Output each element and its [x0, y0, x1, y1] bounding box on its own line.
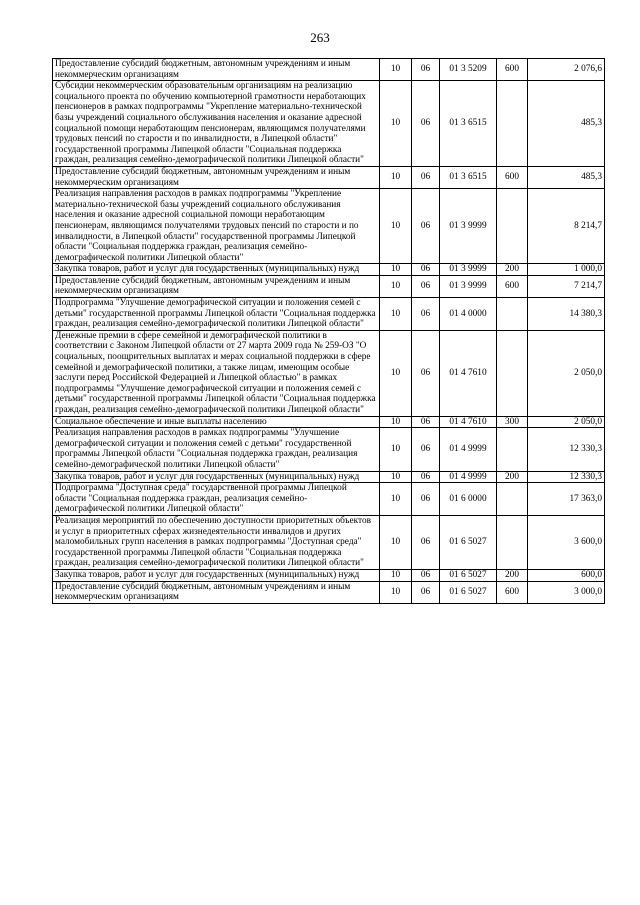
page-number: 263	[310, 30, 330, 45]
row-description: Предоставление субсидий бюджетным, автономным учреждениям и иным некоммерческим организациям	[53, 166, 380, 188]
row-podrazdel: 06	[412, 483, 440, 516]
row-razdel: 10	[380, 483, 412, 516]
row-expense-type	[497, 330, 528, 416]
row-expense-type: 200	[497, 569, 528, 581]
table-row	[53, 298, 605, 331]
row-target-article: 01 6 5027	[440, 581, 497, 603]
row-razdel: 10	[380, 275, 412, 297]
row-expense-type	[497, 428, 528, 471]
row-podrazdel: 06	[412, 581, 440, 603]
row-podrazdel: 06	[412, 189, 440, 264]
row-description: Предоставление субсидий бюджетным, автономным учреждениям и иным некоммерческим организациям	[53, 59, 380, 81]
table-row	[53, 569, 605, 581]
table-row	[53, 81, 605, 167]
row-razdel: 10	[380, 471, 412, 483]
row-expense-type	[497, 189, 528, 264]
row-target-article: 01 3 5209	[440, 59, 497, 81]
table-row	[53, 581, 605, 603]
row-description: Предоставление субсидий бюджетным, автономным учреждениям и иным некоммерческим организациям	[53, 275, 380, 297]
row-razdel: 10	[380, 569, 412, 581]
row-target-article: 01 3 6515	[440, 166, 497, 188]
row-razdel: 10	[380, 59, 412, 81]
row-razdel: 10	[380, 189, 412, 264]
row-amount: 2 050,0	[528, 330, 605, 416]
table-row	[53, 59, 605, 81]
row-target-article: 01 3 6515	[440, 81, 497, 167]
row-target-article: 01 6 5027	[440, 569, 497, 581]
row-target-article: 01 6 0000	[440, 483, 497, 516]
row-podrazdel: 06	[412, 81, 440, 167]
row-description: Реализация направления расходов в рамках подпрограммы "Улучшение демографической ситуации и положения семей с детьми" государственной программы Липецкой области "Социальная поддержка граждан, реализация семейно-демографической политики Липецкой области"	[53, 428, 380, 471]
row-podrazdel: 06	[412, 416, 440, 428]
table-row	[53, 275, 605, 297]
row-razdel: 10	[380, 166, 412, 188]
row-expense-type: 600	[497, 59, 528, 81]
row-amount: 12 330,3	[528, 471, 605, 483]
row-expense-type: 600	[497, 166, 528, 188]
row-description: Предоставление субсидий бюджетным, автономным учреждениям и иным некоммерческим организациям	[53, 581, 380, 603]
row-podrazdel: 06	[412, 569, 440, 581]
row-podrazdel: 06	[412, 166, 440, 188]
row-amount: 3 600,0	[528, 515, 605, 569]
table-row	[53, 416, 605, 428]
row-description: Реализация мероприятий по обеспечению доступности приоритетных объектов и услуг в приоритетных сферах жизнедеятельности инвалидов и других маломобильных групп населения в рамках подпрограммы "Доступная среда" государственной программы Липецкой области "Социальная поддержка граждан, реализация семейно-демографической политики Липецкой области"	[53, 515, 380, 569]
row-amount: 7 214,7	[528, 275, 605, 297]
row-amount: 8 214,7	[528, 189, 605, 264]
budget-table	[52, 58, 605, 604]
row-razdel: 10	[380, 298, 412, 331]
row-expense-type: 200	[497, 264, 528, 276]
row-expense-type: 200	[497, 471, 528, 483]
row-expense-type	[497, 298, 528, 331]
row-podrazdel: 06	[412, 264, 440, 276]
row-description: Денежные премии в сфере семейной и демографической политики в соответствии с Законом Липецкой области от 27 марта 2009 года № 259-ОЗ "О социальных, поощрительных выплатах и мерах социальной поддержки в сфере семейной и демографической политики, а также лицам, имеющим особые заслуги перед Российской Федерацией и Липецкой областью" в рамках подпрограммы "Улучшение демографической ситуации и положения семей с детьми" государственной программы Липецкой области "Социальная поддержка граждан, реализация семейно-демографической политики Липецкой области"	[53, 330, 380, 416]
row-podrazdel: 06	[412, 471, 440, 483]
table-row	[53, 264, 605, 276]
row-description: Закупка товаров, работ и услуг для государственных (муниципальных) нужд	[53, 569, 380, 581]
row-amount: 17 363,0	[528, 483, 605, 516]
row-podrazdel: 06	[412, 298, 440, 331]
row-target-article: 01 3 9999	[440, 275, 497, 297]
row-description: Подпрограмма "Улучшение демографической ситуации и положения семей с детьми" государственной программы Липецкой области "Социальная поддержка граждан, реализация семейно-демографической политики Липецкой области"	[53, 298, 380, 331]
table-row	[53, 166, 605, 188]
row-razdel: 10	[380, 515, 412, 569]
row-description: Подпрограмма "Доступная среда" государственной программы Липецкой области "Социальная поддержка граждан, реализация семейно-демографической политики Липецкой области"	[53, 483, 380, 516]
row-amount: 485,3	[528, 81, 605, 167]
row-description: Социальное обеспечение и иные выплаты населению	[53, 416, 380, 428]
table-row	[53, 428, 605, 471]
table-row	[53, 515, 605, 569]
row-amount: 1 000,0	[528, 264, 605, 276]
row-target-article: 01 4 7610	[440, 330, 497, 416]
row-expense-type: 300	[497, 416, 528, 428]
row-description: Реализация направления расходов в рамках подпрограммы "Укрепление материально-технической базы учреждений социального обслуживания населения и оказание адресной социальной помощи неработающим пенсионерам, являющимся получателями трудовых пенсий по старости и по инвалидности, в Липецкой области" государственной программы Липецкой области "Социальная поддержка граждан, реализация семейно-демографической политики Липецкой области"	[53, 189, 380, 264]
row-target-article: 01 4 9999	[440, 471, 497, 483]
row-podrazdel: 06	[412, 428, 440, 471]
table-row	[53, 471, 605, 483]
row-expense-type	[497, 81, 528, 167]
row-target-article: 01 4 9999	[440, 428, 497, 471]
table-row	[53, 189, 605, 264]
row-razdel: 10	[380, 581, 412, 603]
row-amount: 3 000,0	[528, 581, 605, 603]
row-razdel: 10	[380, 428, 412, 471]
row-podrazdel: 06	[412, 275, 440, 297]
row-amount: 485,3	[528, 166, 605, 188]
row-target-article: 01 3 9999	[440, 189, 497, 264]
row-target-article: 01 4 7610	[440, 416, 497, 428]
budget-table-body	[53, 59, 605, 604]
table-row	[53, 330, 605, 416]
row-podrazdel: 06	[412, 515, 440, 569]
row-expense-type: 600	[497, 275, 528, 297]
row-amount: 2 076,6	[528, 59, 605, 81]
row-expense-type: 600	[497, 581, 528, 603]
row-podrazdel: 06	[412, 330, 440, 416]
row-amount: 600,0	[528, 569, 605, 581]
row-expense-type	[497, 515, 528, 569]
row-description: Закупка товаров, работ и услуг для государственных (муниципальных) нужд	[53, 471, 380, 483]
row-target-article: 01 3 9999	[440, 264, 497, 276]
row-amount: 2 050,0	[528, 416, 605, 428]
row-description: Субсидии некоммерческим образовательным организациям на реализацию социального проекта по обучению компьютерной грамотности неработающих пенсионеров в рамках подпрограммы "Укрепление материально-технической базы учреждений социального обслуживания населения и оказание адресной социальной помощи неработающим пенсионерам, являющимся получателями трудовых пенсий по старости и по инвалидности, в Липецкой области" государственной программы Липецкой области "Социальная поддержка граждан, реализация семейно-демографической политики Липецкой области"	[53, 81, 380, 167]
row-podrazdel: 06	[412, 59, 440, 81]
row-razdel: 10	[380, 81, 412, 167]
row-razdel: 10	[380, 330, 412, 416]
row-description: Закупка товаров, работ и услуг для государственных (муниципальных) нужд	[53, 264, 380, 276]
row-amount: 12 330,3	[528, 428, 605, 471]
table-row	[53, 483, 605, 516]
row-amount: 14 380,3	[528, 298, 605, 331]
row-target-article: 01 6 5027	[440, 515, 497, 569]
row-target-article: 01 4 0000	[440, 298, 497, 331]
row-razdel: 10	[380, 264, 412, 276]
row-razdel: 10	[380, 416, 412, 428]
row-expense-type	[497, 483, 528, 516]
